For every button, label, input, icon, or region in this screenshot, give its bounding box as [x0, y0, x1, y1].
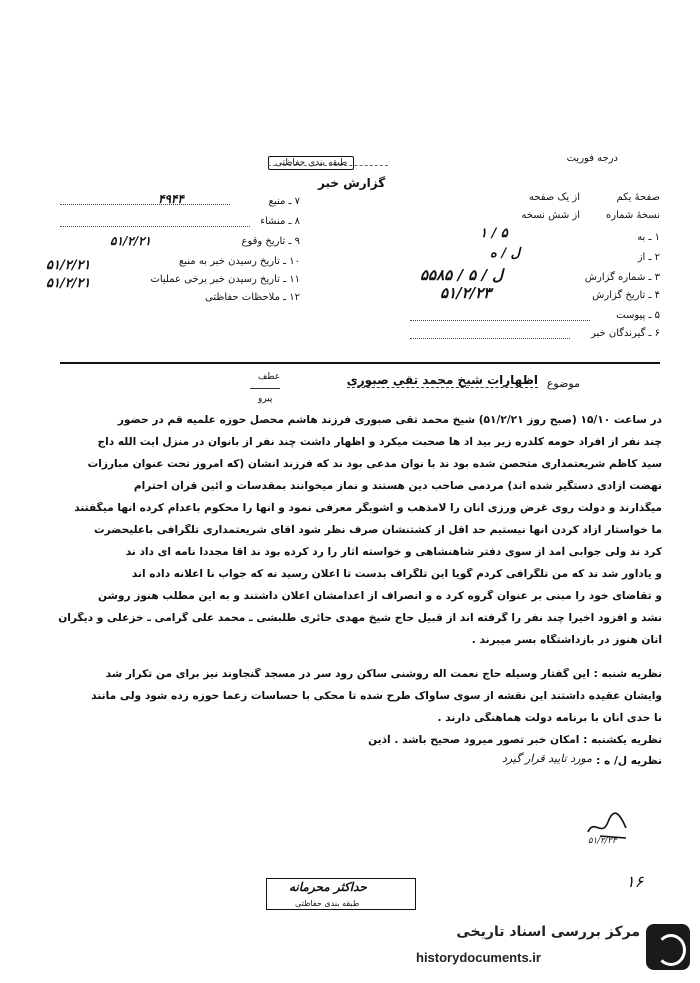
- field-to: [637, 232, 660, 243]
- form-title: گزارش خبر: [318, 176, 386, 190]
- body-line: در ساعت ۱۵/۱۰ (صبح روز ۵۱/۲/۲۱) شیخ محمد تقی صبوری فرزند هاشم محصل حوزه علمیه قم در حضور: [117, 414, 662, 426]
- field-received-source-date: [179, 256, 300, 267]
- field-received-source-value: ۵۱/۲/۲۱: [46, 258, 91, 273]
- opinion-line: وایشان عقیده داشتند این نقشه از سوی ساواک طرح شده تا محکی با حساسات زعما حوزه زده شود ولی مانند: [91, 690, 662, 702]
- field-page-value: از یک صفحه: [528, 192, 580, 203]
- field-label: ۱۲ ـ ملاحظات حفاظتی: [205, 292, 300, 303]
- field-security-notes: [205, 292, 300, 303]
- subject-value: اظهارات شیخ محمد تقی صبوری: [346, 373, 538, 387]
- body-line: میگذارند و دولت روی غرض ورزی آنان را لامذهب و آشوبگر معرفی نمود و آنها را محکوم باعدام کرده آنها میگفتند: [74, 502, 662, 514]
- field-label: ۶ ـ گیرندگان خبر: [590, 328, 660, 339]
- reference-divider: [250, 388, 280, 389]
- classification-stamp: [268, 150, 354, 169]
- field-copy-number: [606, 210, 660, 221]
- field-label: ۳ ـ شماره گزارش: [584, 272, 660, 283]
- field-label: ۵ ـ پیوست: [616, 310, 660, 321]
- body-line: نشد و افزود اخیرا چند نفر را گرفته اند از قبیل حاج شیخ مهدی حائری طلبشی ـ محمد علی گرامی ـ خزعلی و دیگران: [58, 612, 662, 624]
- subject-label: موضوع: [546, 377, 580, 390]
- field-label: ۷ ـ منبع: [268, 196, 300, 207]
- watermark-site: historydocuments.ir: [416, 950, 541, 965]
- field-copy-value: از شش نسخه: [521, 210, 580, 221]
- field-label: ۲ ـ از: [637, 252, 660, 263]
- header-separator: [60, 362, 660, 364]
- body-line: ما خواستار آزاد کردن آنها نیستیم حد اقل از کشتنشان صرف نظر شود آقای شریعتمداری تلگرافی باعلیحضرت: [93, 524, 662, 536]
- opinion-line: نا حدی آنان با برنامه دولت هماهنگی دارند .: [437, 712, 662, 724]
- field-label: ۱ ـ به: [637, 232, 660, 243]
- field-source: [269, 196, 300, 207]
- field-report-number: [585, 272, 660, 283]
- bottom-classification-stamp: [266, 878, 416, 910]
- field-occurrence-date-value: ۵۱/۲/۲۱: [110, 234, 151, 248]
- signature-date: ۵۱/۲/۲۳: [588, 836, 617, 846]
- classification-stamp-text: طبقه بندی حفاظتی: [268, 156, 354, 170]
- office-opinion: نظریه یکشنبه : امکان خبر تصور میرود صحیح باشد . آذین: [368, 734, 662, 746]
- body-line: نهضت آزادی دستگیر شده اند) مردمی صاحب دین هستند و نماز میخوانند بمقدسات و آئین قرآن احترام: [133, 480, 662, 492]
- field-label: ۱۱ ـ تاریخ رسیدن خبر برخی عملیات: [150, 274, 300, 285]
- field-from-value: ل / ه: [490, 246, 521, 261]
- field-label: ۴ ـ تاریخ گزارش: [592, 290, 660, 301]
- field-report-date-value: ۵۱/۲/۲۳: [440, 284, 492, 302]
- bottom-stamp-handwriting: حداکثر محرمانه: [289, 880, 367, 894]
- page-mark: ۱۶: [626, 872, 644, 891]
- field-source-value: ۴۹۴۴: [158, 192, 184, 206]
- field-occurrence-date: [242, 236, 300, 247]
- body-line: سید کاظم شریعتمداری متحصن شده بود ند با نوان مدعی بود ند که فرزند انشان (که امروز تحت عنوان مبارزات: [87, 458, 662, 470]
- opinion-line: نظریه شنبه : این گفتار وسیله حاج نعمت اله روشنی ساکن رود سر در مسجد گنجاوند نیز برای من تکرار شد: [105, 668, 662, 680]
- field-to-value: ۱ / ۵: [480, 226, 508, 241]
- field-recipients: [591, 328, 660, 339]
- bottom-stamp-label: طبقه بندی حفاظتی: [295, 899, 360, 908]
- lh-opinion: نظریه ل/ ه :: [596, 755, 662, 767]
- stamp-dotted-line: [268, 165, 388, 166]
- lh-opinion-handwritten: مورد تایید قرار گیرد: [501, 752, 592, 765]
- field-received-ops-value: ۵۱/۲/۲۱: [46, 276, 91, 291]
- watermark-logo-icon: [646, 924, 690, 970]
- field-received-ops-date: [150, 274, 300, 285]
- watermark-org-name: مرکز بررسی اسناد تاریخی: [456, 924, 640, 940]
- follow-up-note: پیرو: [258, 394, 273, 404]
- watermark: [410, 918, 690, 976]
- body-line: و یادآور شد ند که من تلگرافی کردم گویا این تلگراف بدست تا اعلان رسید نه که جواب نا اعلانه داده اند: [131, 568, 662, 580]
- field-from: [638, 252, 660, 263]
- field-label: صفحهٔ یکم: [616, 192, 660, 203]
- field-label: ۱۰ ـ تاریخ رسیدن خبر به منبع: [178, 256, 300, 267]
- field-label: ۸ ـ منشاء: [260, 216, 300, 227]
- field-report-number-value: ۵۵۸۵ / ل / ۵: [420, 266, 504, 284]
- body-line: آنان هنوز در بازداشتگاه بسر میبرند .: [471, 634, 662, 646]
- field-label: ۹ ـ تاریخ وقوع: [241, 236, 300, 247]
- body-line: چند نفر از افراد حومه کلدره زیر بید اد ها صحبت میکرد و اظهار داشت چند نفر از بانوان در منزل آیت الله داج: [97, 436, 662, 448]
- field-attachment: [616, 310, 660, 321]
- urgency-label: درجه فوریت: [566, 153, 618, 164]
- body-line: کرد ند ولی جوابی آمد از سوی دفتر شاهنشاهی و خواسته آثار را رد کرده بود ند آقا مجددا نامه ای داد ند: [125, 546, 662, 558]
- field-page: [616, 192, 660, 203]
- field-report-date: [592, 290, 660, 301]
- field-label: نسخهٔ شماره: [606, 210, 660, 221]
- field-origin: [260, 216, 300, 227]
- reference-note: عطف: [258, 372, 281, 382]
- body-line: و تقاضای خود را مبنی بر عنوان گروه کرد ه و انصراف از اعدامشان اعلان داشتند و به این مطلب هنوز روشن: [97, 590, 662, 602]
